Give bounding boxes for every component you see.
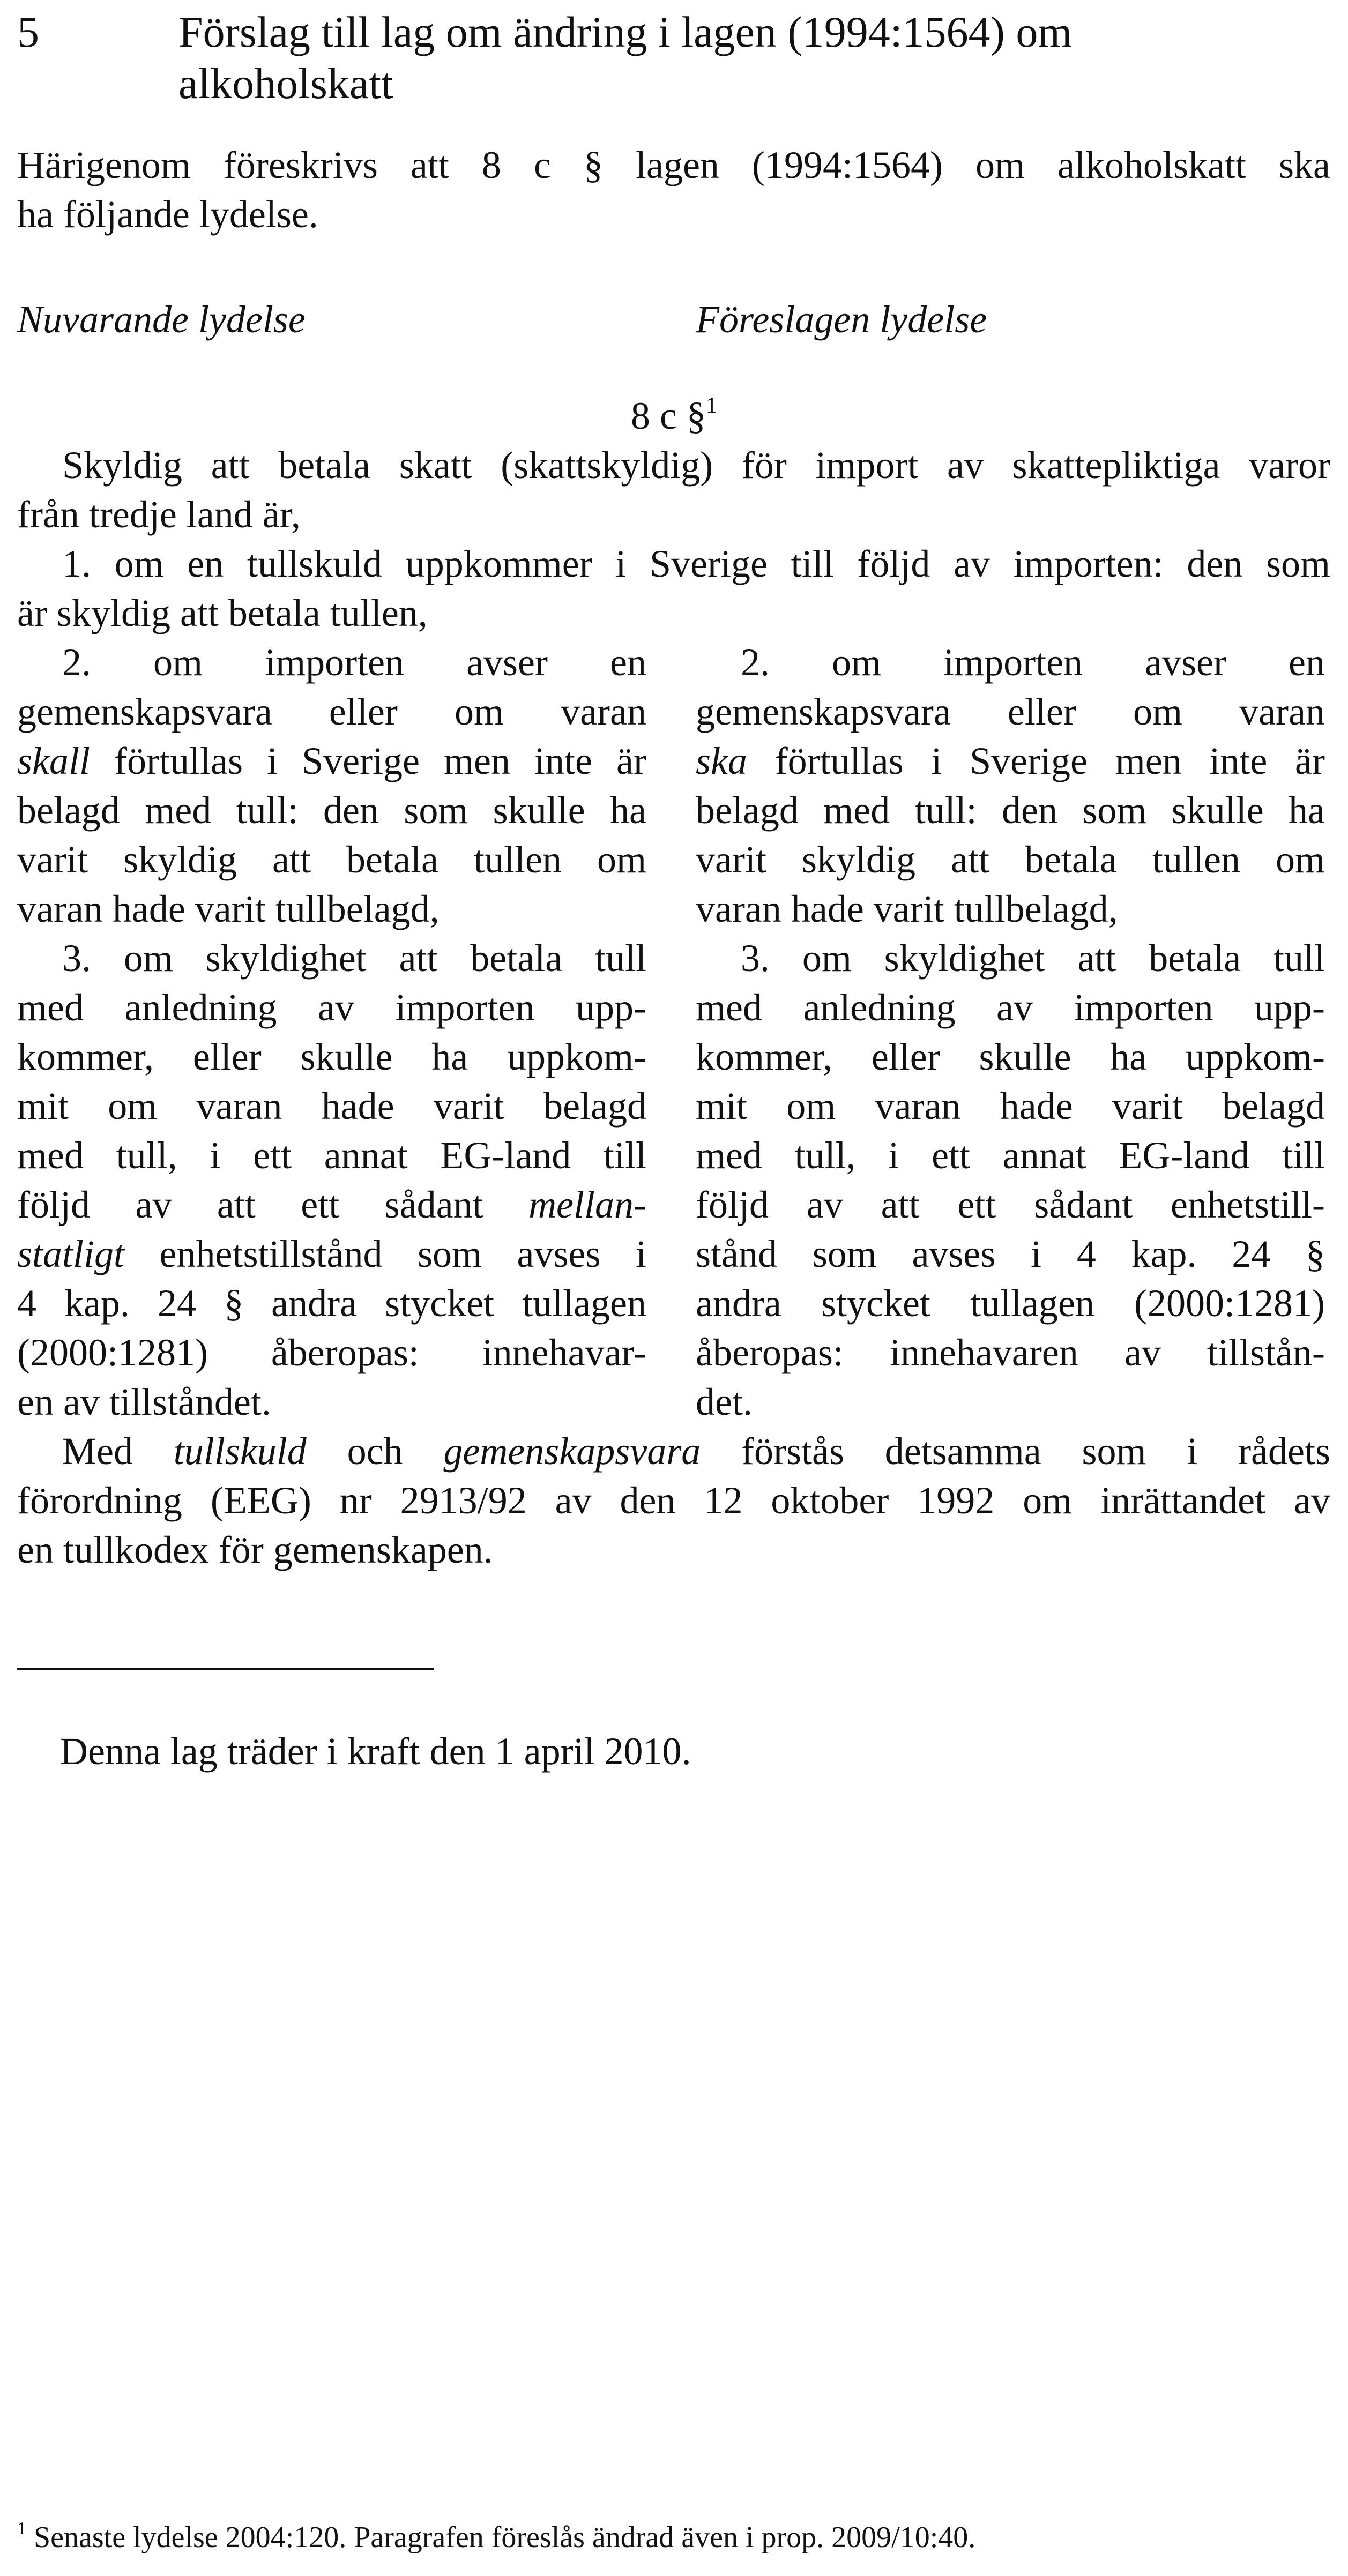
footnote — [17, 2519, 975, 2556]
proposed-item-2 — [696, 638, 1325, 934]
proposed-item3-line-3: kommer, eller skulle ha uppkom- — [696, 1035, 1325, 1078]
current-item2-line-6: varan hade varit tullbelagd, — [17, 887, 440, 930]
footnote-text: Senaste lydelse 2004:120. Paragrafen föreslås ändrad även i prop. 2009/10:40. — [26, 2521, 976, 2554]
current-item3-line-5: med tull, i ett annat EG-land till — [17, 1134, 646, 1177]
section-title-line-2: alkoholskatt — [178, 59, 393, 108]
definition-line-1: Med tullskuld och gemenskapsvara förstås detsamma som i rådets — [62, 1430, 1330, 1473]
proposed-item3-line-2: med anledning av importen upp- — [696, 986, 1325, 1029]
proposed-item-3 — [696, 934, 1325, 1427]
current-item3-line-2: med anledning av importen upp- — [17, 986, 646, 1029]
current-item2-line-3: skall förtullas i Sverige men inte är — [17, 740, 646, 782]
current-item-3 — [17, 934, 646, 1427]
proposed-item3-line-9: åberopas: innehavaren av tillstån- — [696, 1331, 1325, 1374]
proposed-item2-line-5: varit skyldig att betala tullen om — [696, 838, 1325, 881]
shared-paragraph-1 — [17, 440, 1330, 539]
footnote-marker: 1 — [17, 2519, 26, 2538]
section-number: 5 — [17, 8, 39, 56]
current-term-mellanstatligt-2: statligt — [17, 1233, 125, 1275]
proposed-item2-line-1: 2. om importen avser en — [741, 641, 1325, 684]
proposed-item3-line-5: med tull, i ett annat EG-land till — [696, 1134, 1325, 1177]
intro-line-1: Härigenom föreskrivs att 8 c § lagen (1994:1564) om alkoholskatt ska — [17, 144, 1330, 186]
proposed-item2-line-3: ska förtullas i Sverige men inte är — [696, 740, 1325, 782]
proposed-item3-line-7: stånd som avses i 4 kap. 24 § — [696, 1233, 1325, 1275]
shared-p1-line-1: Skyldig att betala skatt (skattskyldig) för import av skattepliktiga varor — [62, 444, 1330, 487]
definition-paragraph — [17, 1427, 1330, 1574]
proposed-item3-line-10: det. — [696, 1380, 753, 1423]
shared-p2-line-2: är skyldig att betala tullen, — [17, 592, 428, 634]
current-item3-line-10: en av tillståndet. — [17, 1380, 271, 1423]
current-item3-line-6: följd av att ett sådant mellan- — [17, 1183, 646, 1226]
current-item2-line-4: belagd med tull: den som skulle ha — [17, 789, 646, 832]
intro-line-2: ha följande lydelse. — [17, 193, 318, 236]
proposed-item2-line-6: varan hade varit tullbelagd, — [696, 887, 1118, 930]
separator-rule — [17, 1668, 434, 1670]
proposed-item3-line-6: följd av att ett sådant enhetstill- — [696, 1183, 1325, 1226]
shared-p1-line-2: från tredje land är, — [17, 493, 301, 536]
proposed-item2-line-2: gemenskapsvara eller om varan — [696, 690, 1325, 733]
footnote-reference: 1 — [705, 393, 717, 418]
paragraph-mark-text: 8 c § — [631, 394, 706, 437]
current-term-mellanstatligt-1: mellan- — [528, 1183, 646, 1226]
current-wording-heading: Nuvarande lydelse — [17, 298, 306, 341]
current-item3-line-7: statligt enhetstillstånd som avses i — [17, 1233, 646, 1275]
term-tullskuld: tullskuld — [173, 1430, 307, 1473]
proposed-item2-line-4: belagd med tull: den som skulle ha — [696, 789, 1325, 832]
current-item2-line-2: gemenskapsvara eller om varan — [17, 690, 646, 733]
current-item2-line-5: varit skyldig att betala tullen om — [17, 838, 646, 881]
section-title — [178, 6, 1072, 109]
current-item3-line-1: 3. om skyldighet att betala tull — [62, 937, 646, 980]
current-item3-line-9: (2000:1281) åberopas: innehavar- — [17, 1331, 646, 1374]
proposed-term-ska: ska — [696, 740, 747, 782]
term-gemenskapsvara: gemenskapsvara — [443, 1430, 701, 1473]
proposed-item3-line-1: 3. om skyldighet att betala tull — [741, 937, 1325, 980]
proposed-wording-heading: Föreslagen lydelse — [696, 298, 987, 341]
current-item2-line-1: 2. om importen avser en — [62, 641, 646, 684]
paragraph-mark — [0, 391, 1348, 440]
proposed-item3-line-4: mit om varan hade varit belagd — [696, 1085, 1325, 1128]
shared-paragraph-2 — [17, 539, 1330, 638]
proposed-item3-line-8: andra stycket tullagen (2000:1281) — [696, 1282, 1325, 1325]
intro-paragraph — [17, 140, 1330, 239]
shared-p2-line-1: 1. om en tullskuld uppkommer i Sverige till följd av importen: den som — [62, 542, 1330, 585]
enactment-text: Denna lag träder i kraft den 1 april 2010. — [60, 1730, 691, 1773]
section-title-line-1: Förslag till lag om ändring i lagen (1994:1564) om — [178, 8, 1073, 56]
current-item3-line-4: mit om varan hade varit belagd — [17, 1085, 646, 1128]
definition-line-2: förordning (EEG) nr 2913/92 av den 12 oktober 1992 om inrättandet av — [17, 1479, 1330, 1522]
current-item3-line-3: kommer, eller skulle ha uppkom- — [17, 1035, 646, 1078]
current-item-2 — [17, 638, 646, 934]
current-item3-line-8: 4 kap. 24 § andra stycket tullagen — [17, 1282, 646, 1325]
current-term-skall: skall — [17, 740, 90, 782]
definition-line-3: en tullkodex för gemenskapen. — [17, 1528, 493, 1571]
